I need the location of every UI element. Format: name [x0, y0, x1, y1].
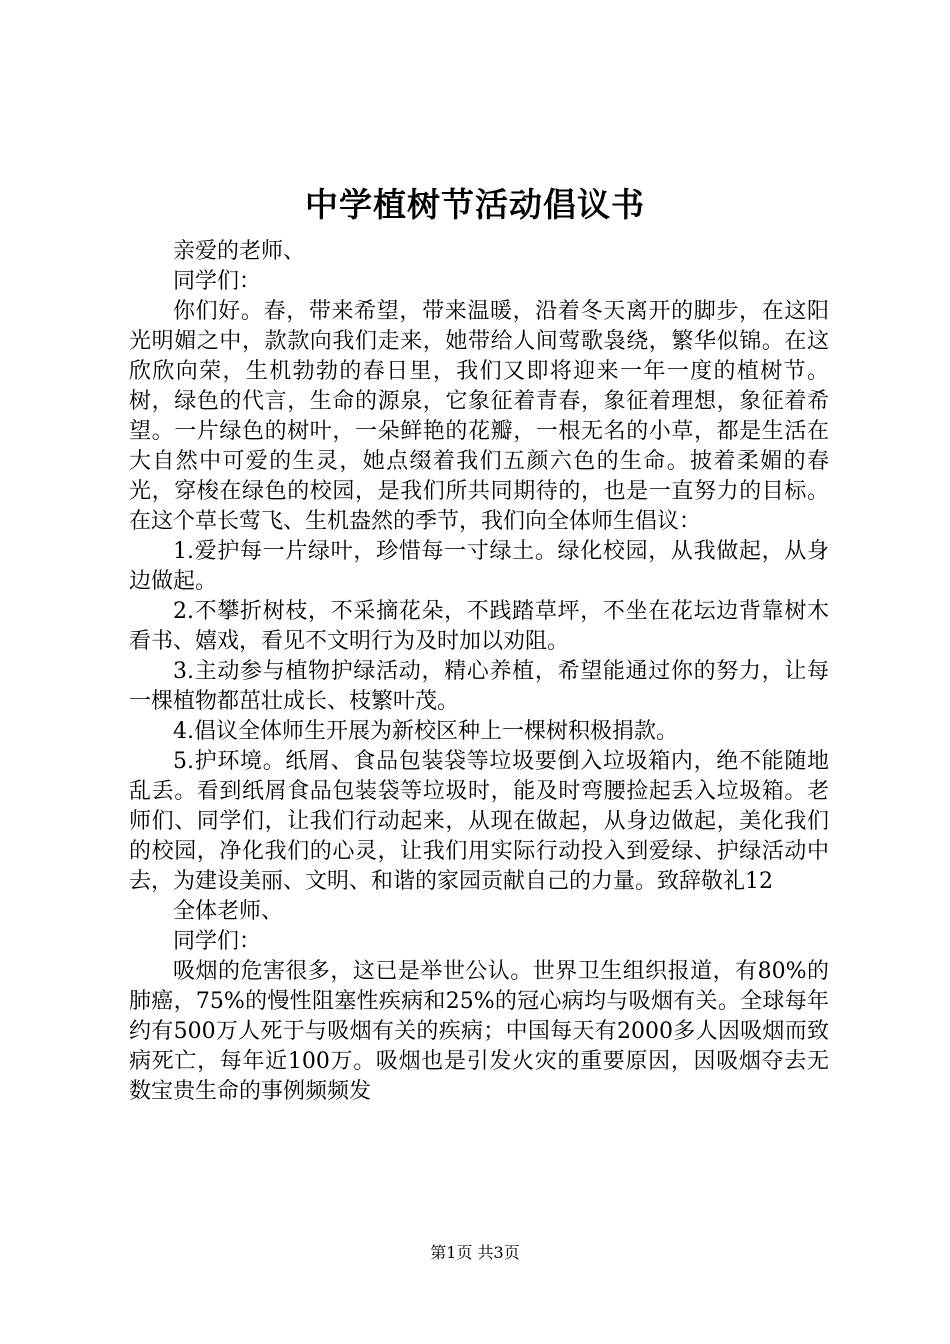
- proposal-item-5: 5.护环境。纸屑、食品包装袋等垃圾要倒入垃圾箱内，绝不能随地乱丢。看到纸屑食品包装袋等垃圾时，能及时弯腰捡起丢入垃圾箱。老师们、同学们，让我们行动起来，从现在做起，从身边做起，美化我们的校园，净化我们的心灵，让我们用实际行动投入到爱绿、护绿活动中去，为建设美丽、文明、和谐的家园贡献自己的力量。致辞敬礼12: [129, 749, 829, 894]
- second-salutation-line-2: 同学们：: [173, 929, 262, 954]
- smoking-paragraph: 吸烟的危害很多，这已是举世公认。世界卫生组织报道，有80%的肺癌，75%的慢性阻塞性疾病和25%的冠心病均与吸烟有关。全球每年约有500万人死于与吸烟有关的疾病；中国每天有2000多人因吸烟而致病死亡，每年近100万。吸烟也是引发火灾的重要原因，因吸烟夺去无数宝贵生命的事例频频发: [129, 959, 829, 1104]
- document-title: 中学植树节活动倡议书: [305, 185, 645, 224]
- second-salutation-line-1: 全体老师、: [173, 899, 284, 924]
- salutation-line-1: 亲爱的老师、: [173, 239, 306, 264]
- proposal-item-2: 2.不攀折树枝，不采摘花朵，不践踏草坪，不坐在花坛边背靠树木看书、嬉戏，看见不文明行为及时加以劝阻。: [129, 599, 829, 654]
- proposal-item-1: 1.爱护每一片绿叶，珍惜每一寸绿土。绿化校园，从我做起，从身边做起。: [129, 539, 829, 594]
- document-body: [129, 237, 829, 1107]
- salutation-line-2: 同学们：: [173, 269, 262, 294]
- proposal-item-3: 3.主动参与植物护绿活动，精心养植，希望能通过你的努力，让每一棵植物都茁壮成长、枝繁叶茂。: [129, 659, 829, 714]
- proposal-item-4: 4.倡议全体师生开展为新校区种上一棵树积极捐款。: [173, 719, 678, 744]
- page-footer: 第1页 共3页: [430, 1243, 520, 1262]
- intro-paragraph: 你们好。春，带来希望，带来温暖，沿着冬天离开的脚步，在这阳光明媚之中，款款向我们走来，她带给人间莺歌袅绕，繁华似锦。在这欣欣向荣，生机勃勃的春日里，我们又即将迎来一年一度的植树节。树，绿色的代言，生命的源泉，它象征着青春，象征着理想，象征着希望。一片绿色的树叶，一朵鲜艳的花瓣，一根无名的小草，都是生活在大自然中可爱的生灵，她点缀着我们五颜六色的生命。披着柔媚的春光，穿梭在绿色的校园，是我们所共同期待的，也是一直努力的目标。在这个草长莺飞、生机盎然的季节，我们向全体师生倡议：: [129, 299, 829, 534]
